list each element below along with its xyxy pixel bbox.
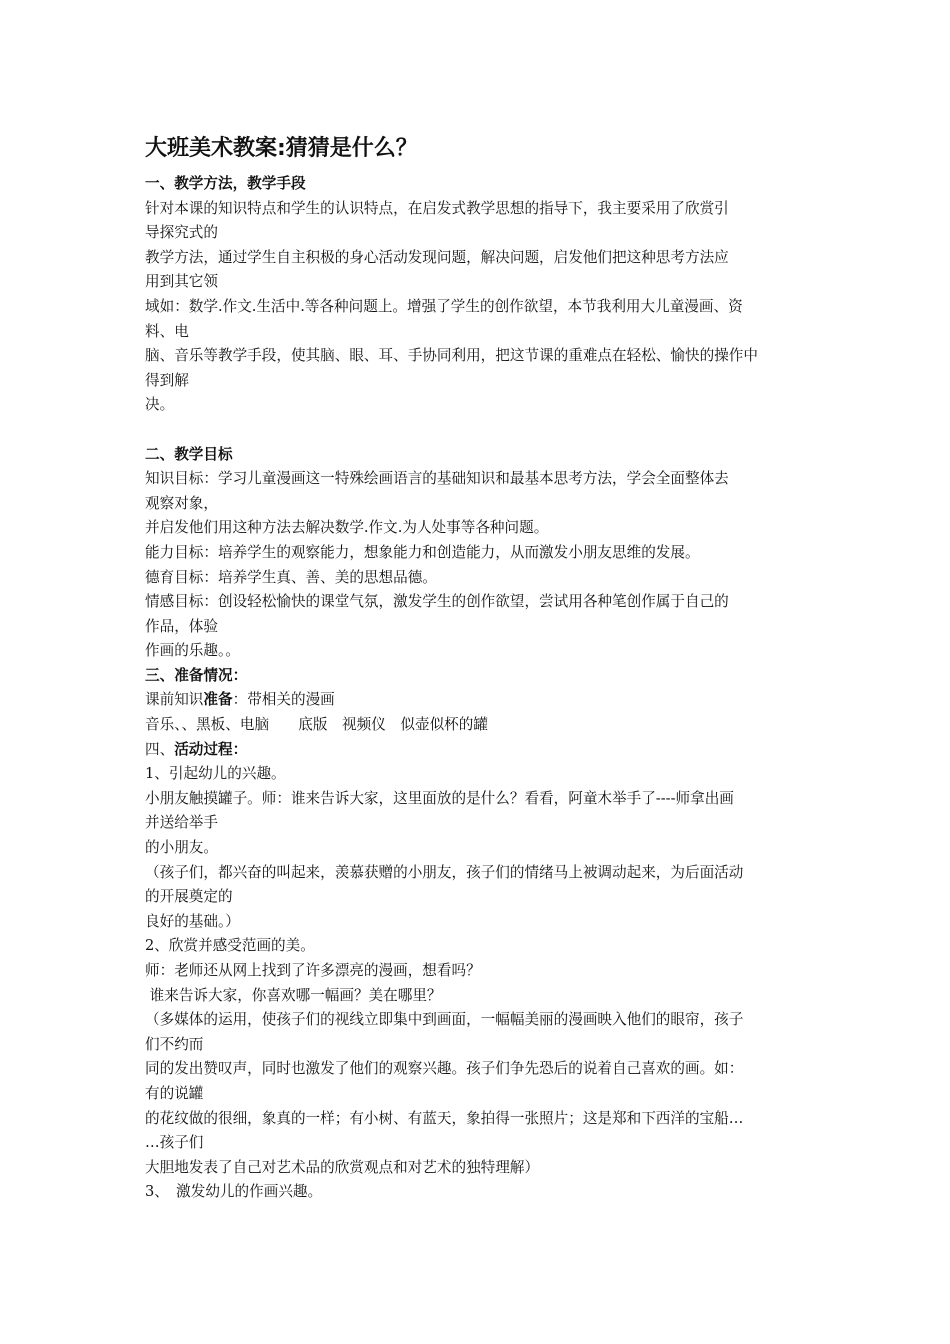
paragraph-line: 域如：数学.作文.生活中.等各种问题上。增强了学生的创作欲望，本节我利用大儿童漫画、资: [145, 297, 743, 315]
paragraph-line: 观察对象，: [145, 494, 218, 512]
paragraph-line: 有的说罐: [145, 1084, 204, 1102]
paragraph-line: 用到其它领: [145, 273, 218, 291]
paragraph-line: 料、电: [145, 322, 189, 340]
document-body: [145, 130, 815, 1205]
prep-bold: 准备: [203, 691, 233, 709]
paragraph-line: （多媒体的运用，使孩子们的视线立即集中到画面，一幅幅美丽的漫画映入他们的眼帘，孩子: [145, 1011, 744, 1029]
paragraph-line: 德育目标：培养学生真、善、美的思想品德。: [145, 568, 437, 586]
paragraph-line: 大胆地发表了自己对艺术品的欣赏观点和对艺术的独特理解）: [145, 1158, 540, 1176]
paragraph-line: 1、引起幼儿的兴趣。: [145, 765, 286, 783]
paragraph-line: 2、欣赏并感受范画的美。: [145, 937, 315, 955]
paragraph-line: 得到解: [145, 371, 189, 389]
paragraph-line: 同的发出赞叹声，同时也激发了他们的观察兴趣。孩子们争先恐后的说着自己喜欢的画。如：: [145, 1060, 744, 1078]
paragraph-line: 情感目标：创设轻松愉快的课堂气氛，激发学生的创作欲望，尝试用各种笔创作属于自己的: [145, 593, 729, 611]
section-heading-preparation: 三、准备情况：: [145, 666, 248, 684]
paragraph-line: 教学方法，通过学生自主积极的身心活动发现问题，解决问题，启发他们把这种思考方法应: [145, 248, 729, 266]
paragraph-line: 谁来告诉大家，你喜欢哪一幅画？美在哪里？: [145, 986, 442, 1004]
paragraph-line: 的小朋友。: [145, 839, 218, 857]
section-heading-goals: 二、教学目标: [145, 445, 233, 463]
paragraph-line: （孩子们，都兴奋的叫起来，羡慕获赠的小朋友，孩子们的情绪马上被调动起来，为后面活动: [145, 863, 744, 881]
paragraph-line: 决。: [145, 396, 175, 414]
preparation-line: [145, 688, 815, 713]
paragraph-line: 良好的基础。）: [145, 912, 240, 930]
paragraph-line: 知识目标：学习儿童漫画这一特殊绘画语言的基础知识和最基本思考方法，学会全面整体去: [145, 470, 729, 488]
paragraph-line: 导探究式的: [145, 224, 218, 242]
paragraph-line: 脑、音乐等教学手段，使其脑、眼、耳、手协同利用，把这节课的重难点在轻松、愉快的操作中: [145, 347, 758, 365]
paragraph-line: 小朋友触摸罐子。师：谁来告诉大家，这里面放的是什么？看看，阿童木举手了----师拿出画: [145, 789, 734, 807]
paragraph-line: 的开展奠定的: [145, 888, 233, 906]
paragraph-line: 能力目标：培养学生的观察能力，想象能力和创造能力，从而激发小朋友思维的发展。: [145, 543, 700, 561]
prep-prefix: 课前知识: [145, 691, 204, 709]
prep-suffix: ：带相关的漫画: [232, 691, 335, 709]
paragraph-line: 针对本课的知识特点和学生的认识特点，在启发式教学思想的指导下，我主要采用了欣赏引: [145, 199, 729, 217]
paragraph-line: 并送给举手: [145, 814, 218, 832]
paragraph-line: 师：老师还从网上找到了许多漂亮的漫画，想看吗？: [145, 962, 481, 979]
blank-line: [145, 418, 815, 443]
page-title: 大班美术教案:猜猜是什么？: [145, 136, 418, 161]
section-heading-process: [145, 738, 815, 763]
paragraph-line: 的花纹做的很细，象真的一样；有小树、有蓝天，象拍得一张照片；这是郑和下西洋的宝船…: [145, 1109, 744, 1127]
section-heading-methods: 一、教学方法，教学手段: [145, 175, 306, 192]
paragraph-line: 3、 激发幼儿的作画兴趣。: [145, 1183, 323, 1201]
process-heading-prefix: 四、: [145, 740, 175, 758]
paragraph-line: 作品，体验: [145, 617, 218, 635]
paragraph-line: 们不约而: [145, 1035, 204, 1053]
materials-line: 音乐、、黑板、电脑 底版 视频仪 似壶似杯的罐: [145, 716, 488, 734]
paragraph-line: …孩子们: [145, 1134, 204, 1152]
paragraph-line: 作画的乐趣。。: [145, 642, 240, 660]
process-heading-bold: 活动过程：: [174, 740, 248, 758]
paragraph-line: 并启发他们用这种方法去解决数学.作文.为人处事等各种问题。: [145, 519, 549, 537]
